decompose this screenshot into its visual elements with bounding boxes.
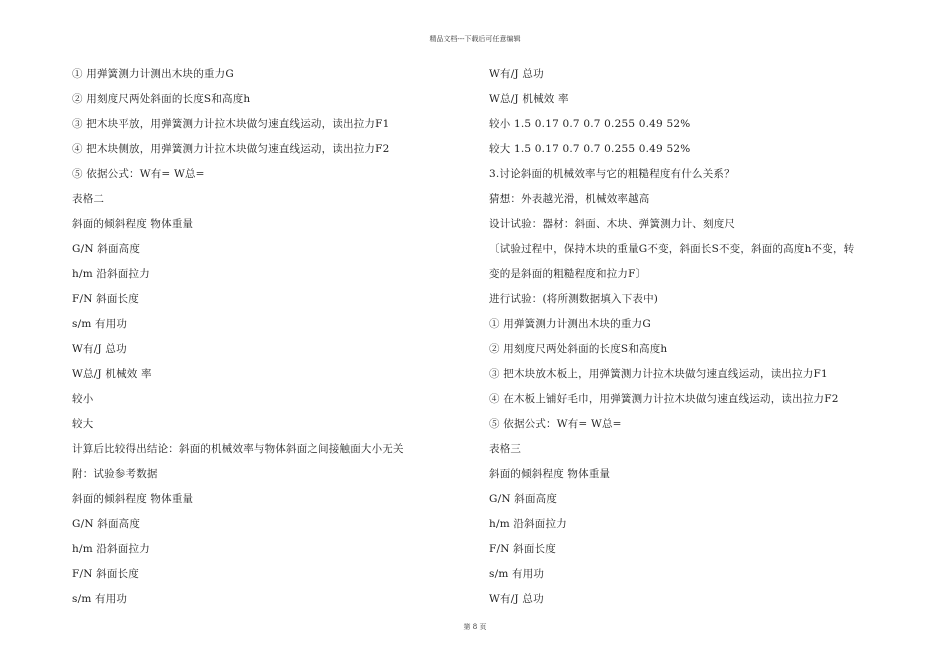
text-line: 进行试验：(将所测数据填入下表中) bbox=[489, 293, 659, 305]
text-line: ② 用刻度尺两处斜面的长度S和高度h bbox=[72, 93, 251, 105]
text-line: W有/J 总功 bbox=[489, 68, 544, 80]
text-line: 猜想：外表越光滑，机械效率越高 bbox=[489, 193, 650, 205]
text-line: 斜面的倾斜程度 物体重量 bbox=[72, 493, 194, 505]
text-line: W有/J 总功 bbox=[489, 593, 544, 605]
text-line: ③ 把木块放木板上，用弹簧测力计拉木块做匀速直线运动，读出拉力F1 bbox=[489, 368, 828, 380]
text-line: s/m 有用功 bbox=[72, 318, 128, 330]
text-line: G/N 斜面高度 bbox=[489, 493, 558, 505]
text-line: G/N 斜面高度 bbox=[72, 243, 141, 255]
text-line: F/N 斜面长度 bbox=[489, 543, 556, 555]
text-line: ① 用弹簧测力计测出木块的重力G bbox=[72, 68, 234, 80]
text-line: 较小 bbox=[72, 393, 94, 405]
page-header: 精品文档---下载后可任意编辑 bbox=[429, 35, 521, 43]
text-line: 斜面的倾斜程度 物体重量 bbox=[72, 218, 194, 230]
text-line: 计算后比较得出结论：斜面的机械效率与物体斜面之间接触面大小无关 bbox=[72, 443, 404, 455]
text-line: s/m 有用功 bbox=[489, 568, 545, 580]
text-line: 表格三 bbox=[489, 443, 522, 455]
text-line: ③ 把木块平放，用弹簧测力计拉木块做匀速直线运动，读出拉力F1 bbox=[72, 118, 390, 130]
page-number: 第 8 页 bbox=[463, 623, 487, 631]
text-line: ④ 在木板上铺好毛巾，用弹簧测力计拉木块做匀速直线运动，读出拉力F2 bbox=[489, 393, 839, 405]
text-line: W总/J 机械效 率 bbox=[72, 368, 152, 380]
text-line: F/N 斜面长度 bbox=[72, 568, 139, 580]
text-line: 3.讨论斜面的机械效率与它的粗糙程度有什么关系？ bbox=[489, 168, 735, 180]
text-line: s/m 有用功 bbox=[72, 593, 128, 605]
text-line: ④ 把木块侧放，用弹簧测力计拉木块做匀速直线运动，读出拉力F2 bbox=[72, 143, 390, 155]
text-line: 较小 1.5 0.17 0.7 0.7 0.255 0.49 52% bbox=[489, 118, 691, 130]
text-line: 较大 1.5 0.17 0.7 0.7 0.255 0.49 52% bbox=[489, 143, 691, 155]
text-line: 表格二 bbox=[72, 193, 105, 205]
text-line: G/N 斜面高度 bbox=[72, 518, 141, 530]
text-line: h/m 沿斜面拉力 bbox=[72, 268, 150, 280]
left-column bbox=[72, 68, 472, 618]
text-line: 〔试验过程中，保持木块的重量G不变，斜面长S不变，斜面的高度h不变，转 bbox=[489, 243, 855, 255]
text-line: h/m 沿斜面拉力 bbox=[489, 518, 567, 530]
text-line: W总/J 机械效 率 bbox=[489, 93, 569, 105]
text-line: W有/J 总功 bbox=[72, 343, 127, 355]
text-line: h/m 沿斜面拉力 bbox=[72, 543, 150, 555]
text-line: ① 用弹簧测力计测出木块的重力G bbox=[489, 318, 651, 330]
right-column bbox=[489, 68, 889, 618]
text-line: ⑤ 依据公式：W有= W总= bbox=[72, 168, 205, 180]
text-line: F/N 斜面长度 bbox=[72, 293, 139, 305]
text-line: 设计试验：器材：斜面、木块、弹簧测力计、刻度尺 bbox=[489, 218, 736, 230]
text-line: 较大 bbox=[72, 418, 94, 430]
text-line: 斜面的倾斜程度 物体重量 bbox=[489, 468, 611, 480]
text-line: ⑤ 依据公式：W有= W总= bbox=[489, 418, 622, 430]
text-line: ② 用刻度尺两处斜面的长度S和高度h bbox=[489, 343, 668, 355]
text-line: 附：试验参考数据 bbox=[72, 468, 158, 480]
text-line: 变的是斜面的粗糙程度和拉力F〕 bbox=[489, 268, 647, 280]
